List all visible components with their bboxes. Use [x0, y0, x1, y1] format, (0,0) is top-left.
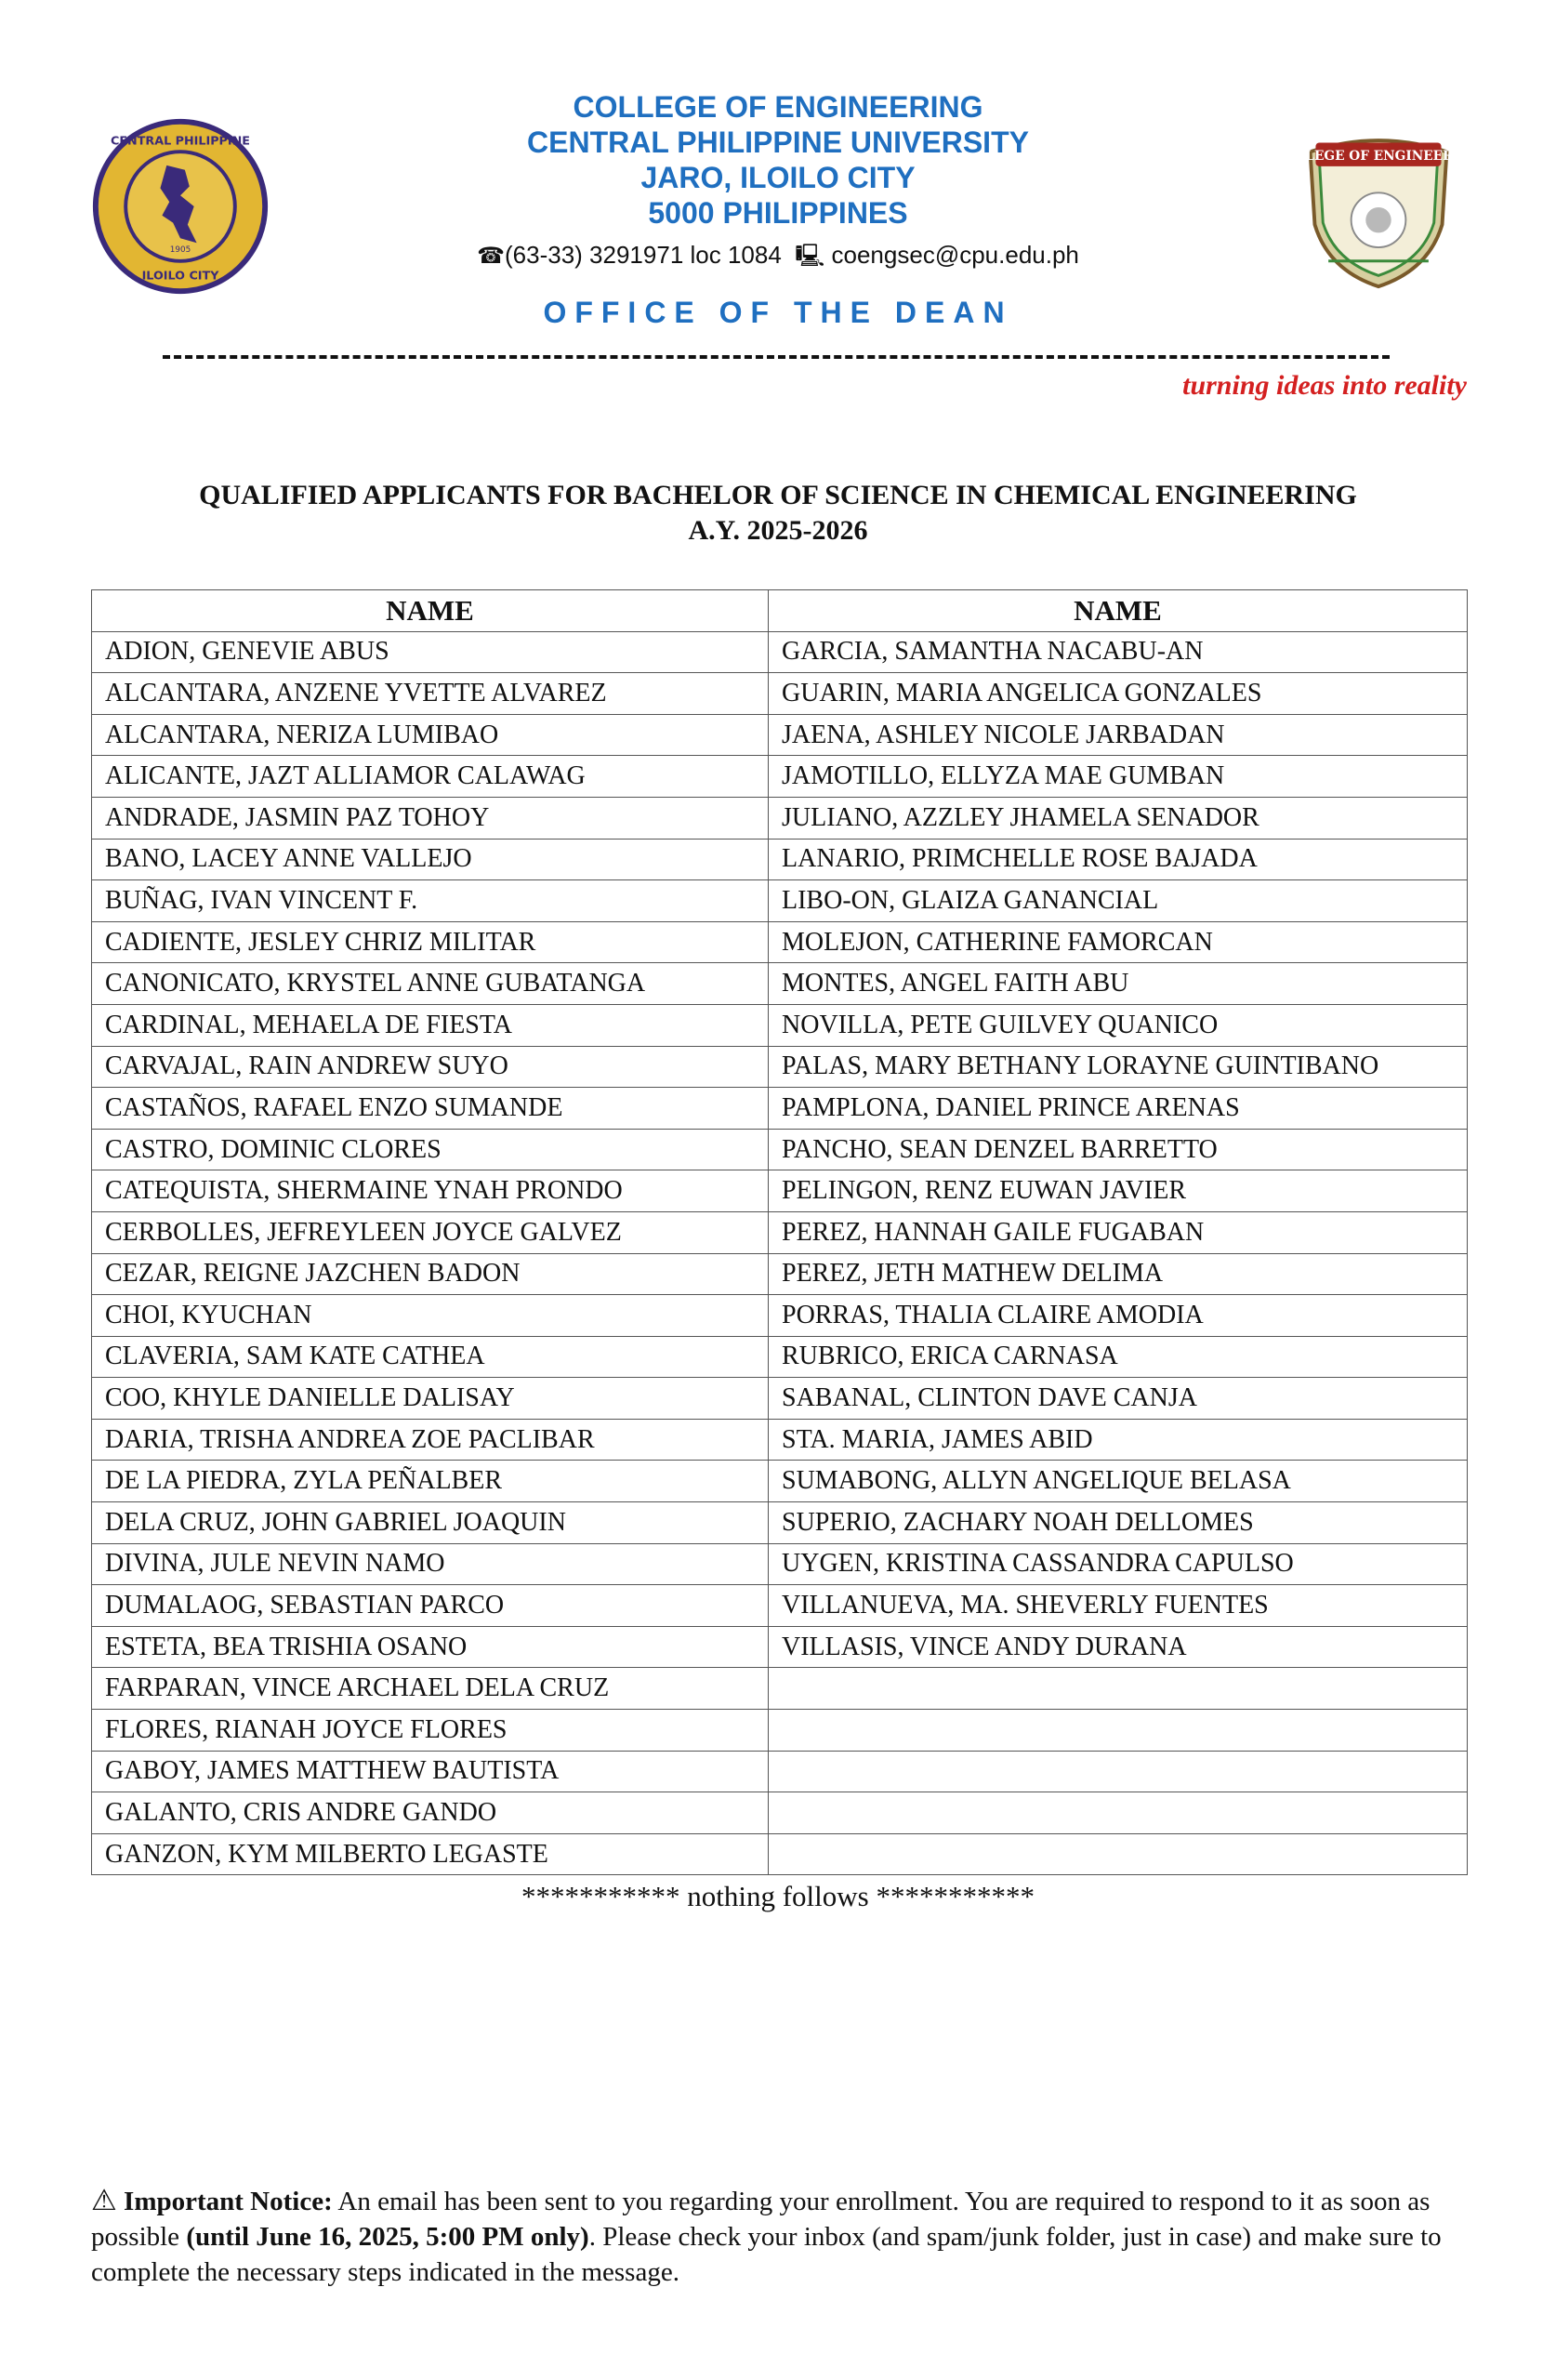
- name-cell-left: BUÑAG, IVAN VINCENT F.: [92, 880, 769, 922]
- name-cell-left: ALCANTARA, ANZENE YVETTE ALVAREZ: [92, 673, 769, 715]
- table-row: [92, 1004, 1468, 1046]
- name-cell-left: CARVAJAL, RAIN ANDREW SUYO: [92, 1046, 769, 1088]
- name-cell-left: DARIA, TRISHA ANDREA ZOE PACLIBAR: [92, 1419, 769, 1461]
- table-row: [92, 1502, 1468, 1544]
- notice-text: An email has been sent to you regarding your enrollment. You are required to respond to it as soon as possible: [91, 2187, 1431, 2252]
- name-cell-left: GANZON, KYM MILBERTO LEGASTE: [92, 1833, 769, 1875]
- table-row: [92, 1336, 1468, 1378]
- table-header-row: [92, 590, 1468, 632]
- table-row: [92, 631, 1468, 673]
- name-cell-right: LIBO-ON, GLAIZA GANANCIAL: [769, 880, 1468, 922]
- table-row: [92, 714, 1468, 756]
- name-cell-right: PELINGON, RENZ EUWAN JAVIER: [769, 1170, 1468, 1212]
- computer-icon: 🖳: [795, 244, 825, 269]
- name-cell-right: JULIANO, AZZLEY JHAMELA SENADOR: [769, 797, 1468, 839]
- table-row: [92, 1626, 1468, 1668]
- name-cell-left: ADION, GENEVIE ABUS: [92, 631, 769, 673]
- table-row: [92, 1253, 1468, 1295]
- name-cell-left: DELA CRUZ, JOHN GABRIEL JOAQUIN: [92, 1502, 769, 1544]
- name-cell-left: CADIENTE, JESLEY CHRIZ MILITAR: [92, 921, 769, 963]
- name-cell-right: [769, 1792, 1468, 1834]
- name-cell-left: DE LA PIEDRA, ZYLA PEÑALBER: [92, 1461, 769, 1502]
- name-cell-right: [769, 1751, 1468, 1792]
- name-cell-right: GUARIN, MARIA ANGELICA GONZALES: [769, 673, 1468, 715]
- name-cell-right: LANARIO, PRIMCHELLE ROSE BAJADA: [769, 839, 1468, 880]
- name-cell-right: NOVILLA, PETE GUILVEY QUANICO: [769, 1004, 1468, 1046]
- notice-label: Important Notice:: [124, 2187, 333, 2216]
- name-cell-left: COO, KHYLE DANIELLE DALISAY: [92, 1378, 769, 1420]
- header-postal: 5000 PHILIPPINES: [648, 196, 908, 230]
- header-divider: [163, 355, 1390, 370]
- table-row: [92, 1378, 1468, 1420]
- table-row: [92, 1751, 1468, 1792]
- academic-year: A.Y. 2025-2026: [688, 515, 868, 546]
- name-cell-left: GABOY, JAMES MATTHEW BAUTISTA: [92, 1751, 769, 1792]
- svg-text:1905: 1905: [169, 245, 191, 255]
- name-cell-left: ANDRADE, JASMIN PAZ TOHOY: [92, 797, 769, 839]
- name-cell-left: CANONICATO, KRYSTEL ANNE GUBATANGA: [92, 963, 769, 1005]
- table-row: [92, 756, 1468, 798]
- table-row: [92, 880, 1468, 922]
- name-cell-right: [769, 1833, 1468, 1875]
- name-cell-right: VILLANUEVA, MA. SHEVERLY FUENTES: [769, 1585, 1468, 1627]
- name-cell-right: [769, 1710, 1468, 1752]
- name-cell-left: GALANTO, CRIS ANDRE GANDO: [92, 1792, 769, 1834]
- name-cell-right: MOLEJON, CATHERINE FAMORCAN: [769, 921, 1468, 963]
- name-cell-right: [769, 1668, 1468, 1710]
- table-row: [92, 1668, 1468, 1710]
- table-row: [92, 1710, 1468, 1752]
- column-header: NAME: [92, 590, 769, 632]
- name-cell-left: ALICANTE, JAZT ALLIAMOR CALAWAG: [92, 756, 769, 798]
- name-cell-right: STA. MARIA, JAMES ABID: [769, 1419, 1468, 1461]
- name-cell-right: JAENA, ASHLEY NICOLE JARBADAN: [769, 714, 1468, 756]
- document-title: QUALIFIED APPLICANTS FOR BACHELOR OF SCIENCE IN CHEMICAL ENGINEERING: [199, 480, 1357, 510]
- name-cell-left: BANO, LACEY ANNE VALLEJO: [92, 839, 769, 880]
- name-cell-right: PALAS, MARY BETHANY LORAYNE GUINTIBANO: [769, 1046, 1468, 1088]
- table-row: [92, 1170, 1468, 1212]
- header-city: JARO, ILOILO CITY: [640, 161, 916, 194]
- name-cell-right: SABANAL, CLINTON DAVE CANJA: [769, 1378, 1468, 1420]
- name-cell-right: MONTES, ANGEL FAITH ABU: [769, 963, 1468, 1005]
- name-cell-right: PORRAS, THALIA CLAIRE AMODIA: [769, 1295, 1468, 1337]
- name-cell-right: PAMPLONA, DANIEL PRINCE ARENAS: [769, 1088, 1468, 1130]
- table-row: [92, 1211, 1468, 1253]
- name-cell-left: CARDINAL, MEHAELA DE FIESTA: [92, 1004, 769, 1046]
- table-row: [92, 1088, 1468, 1130]
- important-notice: [91, 2183, 1485, 2290]
- warning-icon: ⚠: [91, 2184, 117, 2216]
- name-cell-left: CASTAÑOS, RAFAEL ENZO SUMANDE: [92, 1088, 769, 1130]
- table-row: [92, 921, 1468, 963]
- column-header: NAME: [769, 590, 1468, 632]
- table-row: [92, 1295, 1468, 1337]
- name-cell-right: SUMABONG, ALLYN ANGELIQUE BELASA: [769, 1461, 1468, 1502]
- tagline: turning ideas into reality: [1182, 370, 1467, 401]
- table-row: [92, 797, 1468, 839]
- table-row: [92, 1419, 1468, 1461]
- table-row: [92, 963, 1468, 1005]
- notice-text-end: . Please check your inbox (and spam/junk folder, just in case) and make sure to complete the necessary steps indicated in the message.: [91, 2222, 1442, 2287]
- name-cell-left: DUMALAOG, SEBASTIAN PARCO: [92, 1585, 769, 1627]
- name-cell-left: CEZAR, REIGNE JAZCHEN BADON: [92, 1253, 769, 1295]
- notice-deadline: (until June 16, 2025, 5:00 PM only): [186, 2222, 589, 2252]
- name-cell-left: ESTETA, BEA TRISHIA OSANO: [92, 1626, 769, 1668]
- table-row: [92, 1461, 1468, 1502]
- table-row: [92, 1792, 1468, 1834]
- table-row: [92, 1543, 1468, 1585]
- name-cell-right: VILLASIS, VINCE ANDY DURANA: [769, 1626, 1468, 1668]
- name-cell-right: SUPERIO, ZACHARY NOAH DELLOMES: [769, 1502, 1468, 1544]
- name-cell-left: FLORES, RIANAH JOYCE FLORES: [92, 1710, 769, 1752]
- name-cell-right: PANCHO, SEAN DENZEL BARRETTO: [769, 1129, 1468, 1170]
- name-cell-left: CHOI, KYUCHAN: [92, 1295, 769, 1337]
- name-cell-left: DIVINA, JULE NEVIN NAMO: [92, 1543, 769, 1585]
- name-cell-left: CERBOLLES, JEFREYLEEN JOYCE GALVEZ: [92, 1211, 769, 1253]
- name-cell-right: GARCIA, SAMANTHA NACABU-AN: [769, 631, 1468, 673]
- name-cell-right: RUBRICO, ERICA CARNASA: [769, 1336, 1468, 1378]
- office-title: OFFICE OF THE DEAN: [543, 296, 1013, 329]
- name-cell-left: ALCANTARA, NERIZA LUMIBAO: [92, 714, 769, 756]
- table-row: [92, 839, 1468, 880]
- table-row: [92, 1585, 1468, 1627]
- table-row: [92, 1046, 1468, 1088]
- applicants-table: [91, 589, 1468, 1875]
- name-cell-right: PEREZ, HANNAH GAILE FUGABAN: [769, 1211, 1468, 1253]
- phone-number: (63-33) 3291971 loc 1084: [505, 241, 782, 269]
- svg-text:ILOILO CITY: ILOILO CITY: [141, 269, 219, 284]
- table-row: [92, 1129, 1468, 1170]
- name-cell-left: CASTRO, DOMINIC CLORES: [92, 1129, 769, 1170]
- nothing-follows: *********** nothing follows ***********: [521, 1880, 1035, 1912]
- name-cell-left: CLAVERIA, SAM KATE CATHEA: [92, 1336, 769, 1378]
- email-address: coengsec@cpu.edu.ph: [831, 241, 1079, 269]
- table-row: [92, 673, 1468, 715]
- header-college: COLLEGE OF ENGINEERING: [573, 90, 983, 124]
- table-row: [92, 1833, 1468, 1875]
- name-cell-right: PEREZ, JETH MATHEW DELIMA: [769, 1253, 1468, 1295]
- contact-line: [0, 240, 1556, 278]
- name-cell-left: CATEQUISTA, SHERMAINE YNAH PRONDO: [92, 1170, 769, 1212]
- header-university: CENTRAL PHILIPPINE UNIVERSITY: [527, 126, 1029, 159]
- phone-icon: ☎: [477, 244, 506, 269]
- name-cell-left: FARPARAN, VINCE ARCHAEL DELA CRUZ: [92, 1668, 769, 1710]
- svg-text:COLLEGE OF ENGINEERING: COLLEGE OF ENGINEERING: [1274, 149, 1483, 165]
- name-cell-right: JAMOTILLO, ELLYZA MAE GUMBAN: [769, 756, 1468, 798]
- name-cell-right: UYGEN, KRISTINA CASSANDRA CAPULSO: [769, 1543, 1468, 1585]
- svg-text:CENTRAL PHILIPPINE: CENTRAL PHILIPPINE: [111, 134, 250, 149]
